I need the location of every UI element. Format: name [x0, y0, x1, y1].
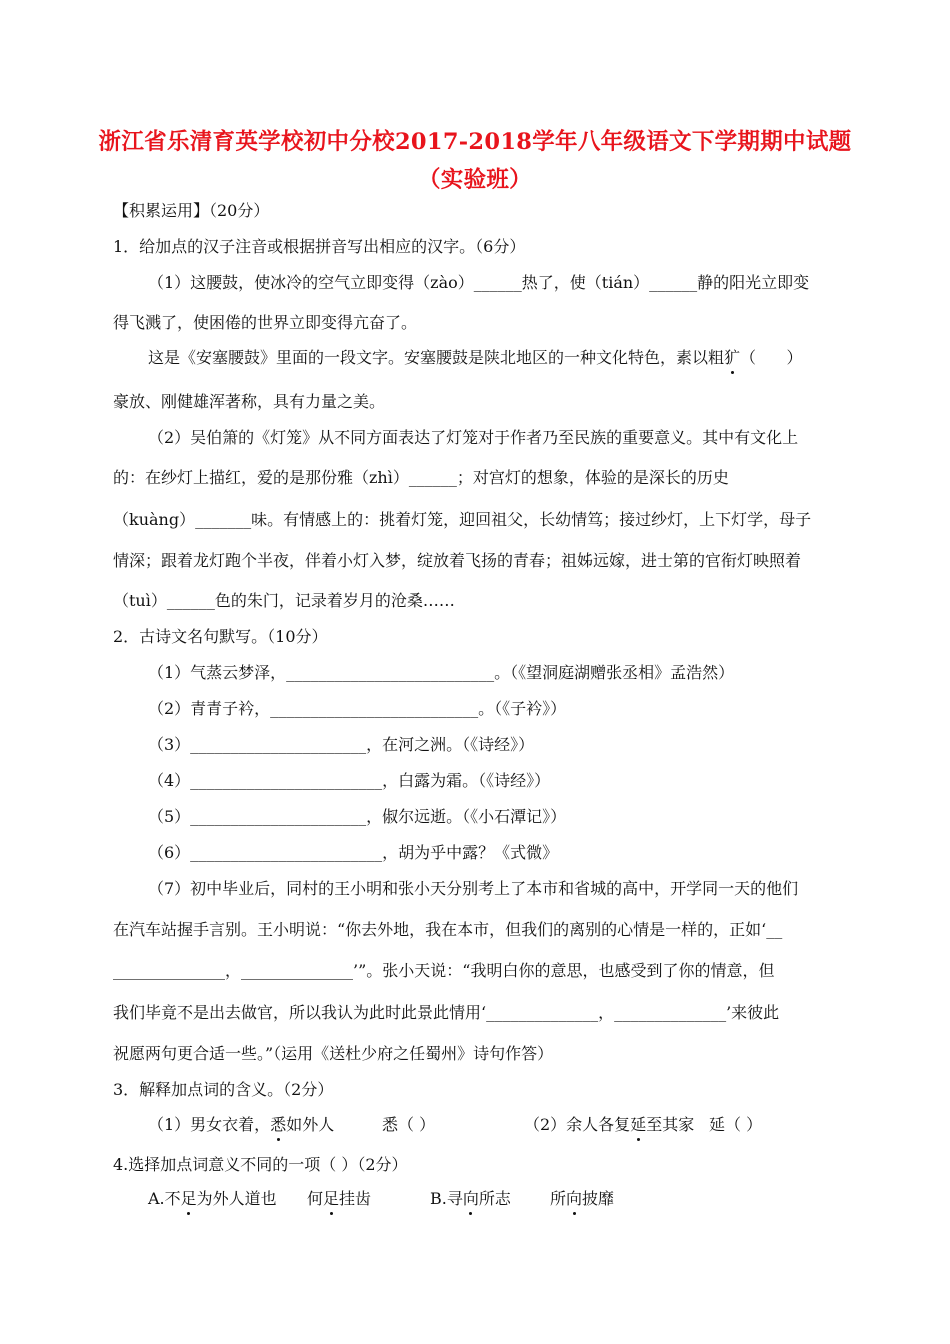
- q4-option-b: [430, 1189, 511, 1209]
- q3-item1-key: 悉（ ）: [382, 1115, 436, 1134]
- q4-option-a-text: A.不: [148, 1189, 181, 1208]
- q4-heading: 4.选择加点词意义不同的一项（ ）（2分）: [113, 1155, 408, 1174]
- q2-item: （6）________________________，胡为乎中露？《式微》: [148, 843, 559, 862]
- q1-heading: 1．给加点的汉子注音或根据拼音写出相应的汉字。（6分）: [113, 237, 526, 256]
- q3-item1-rest: 如外人: [286, 1115, 335, 1134]
- q1-para3-line3: （kuàng）_______味。有情感上的：挑着灯笼，迎回祖父，长幼情笃；接过纱灯，上下灯学，母子: [113, 510, 812, 529]
- q1-para3-line4: 情深；跟着龙灯跑个半夜，伴着小灯入梦，绽放着飞扬的青春；祖姊远嫁，进士第的官衔灯映照着: [113, 551, 802, 570]
- q1-para3-line2: 的：在纱灯上描红，爱的是那份雅（zhì）______；对宫灯的想象，体验的是深长的历史: [113, 468, 729, 487]
- q1-para2-line2: 豪放、刚健雄浑著称，具有力量之美。: [113, 392, 386, 411]
- q4-option-b-text: 披靡: [582, 1189, 615, 1208]
- q3-heading: 3．解释加点词的含义。（2分）: [113, 1080, 334, 1099]
- q1-para1-line1: （1）这腰鼓，使冰冷的空气立即变得（zào）______热了，使（tián）______静的阳光立即变: [148, 273, 810, 292]
- q4-option-a-text: 何: [307, 1189, 324, 1208]
- q2-para7-line4: 我们毕竟不是出去做官，所以我认为此时此景此情用‘______________，______________’来彼此: [113, 1003, 780, 1022]
- q2-para7-line5: 祝愿两句更合适一些。”（运用《送杜少府之任蜀州》诗句作答）: [113, 1044, 554, 1063]
- q4-option-a-text: 为外人道也: [196, 1189, 277, 1208]
- dotted-char: 犷: [724, 348, 741, 367]
- q2-item: （2）青青子衿，__________________________。（《子衿》）: [148, 699, 567, 718]
- q2-para7-line3: ______________，______________’”。张小天说：“我明白你的意思，也感受到了你的情意，但: [113, 961, 775, 980]
- q4-option-a-pair: [307, 1189, 371, 1209]
- q4-option-b-text: 所志: [478, 1189, 511, 1208]
- q1-para3-line1: （2）吴伯箫的《灯笼》从不同方面表达了灯笼对于作者乃至民族的重要意义。其中有文化上: [148, 428, 799, 447]
- q3-answer-line: [148, 1115, 334, 1135]
- q2-para7-line2: 在汽车站握手言别。王小明说：“你去外地，我在本市，但我们的离别的心情是一样的，正如‘__: [113, 920, 783, 939]
- q2-item: （5）______________________，俶尔远逝。（《小石潭记》）: [148, 807, 567, 826]
- dotted-char: 向: [566, 1189, 583, 1208]
- q3-item2: [524, 1115, 694, 1135]
- q4-option-a-text: 挂齿: [339, 1189, 372, 1208]
- dotted-char: 延: [630, 1115, 647, 1134]
- q1-para1-line2: 得飞溅了，使困倦的世界立即变得亢奋了。: [113, 313, 418, 332]
- q4-option-b-text: 所: [550, 1189, 567, 1208]
- q4-option-b-pair: [550, 1189, 614, 1209]
- dotted-char: 悉: [270, 1115, 287, 1134]
- q3-item1-text: （1）男女衣着，: [148, 1115, 271, 1134]
- document-title: 浙江省乐清育英学校初中分校2017-2018学年八年级语文下学期期中试题: [98, 129, 852, 155]
- q1-para2-line1: [148, 348, 803, 368]
- q3-item2-text: （2）余人各复: [524, 1115, 631, 1134]
- q2-para7-line1: （7）初中毕业后，同村的王小明和张小天分别考上了本市和省城的高中，开学同一天的他们: [148, 879, 799, 898]
- q3-item2-rest: 至其家: [646, 1115, 695, 1134]
- dotted-char: 足: [180, 1189, 197, 1208]
- q4-option-b-text: B.寻: [430, 1189, 463, 1208]
- dotted-char: 足: [323, 1189, 340, 1208]
- document-subtitle: （实验班）: [417, 167, 532, 193]
- q1-para3-line5: （tuì）______色的朱门，记录着岁月的沧桑……: [113, 591, 455, 610]
- q2-item: （1）气蒸云梦泽，__________________________。（《望洞庭湖赠张丞相》孟浩然）: [148, 663, 735, 682]
- q2-item: （3）______________________，在河之洲。（《诗经》）: [148, 735, 535, 754]
- dotted-char: 向: [462, 1189, 479, 1208]
- q2-heading: 2．古诗文名句默写。（10分）: [113, 627, 328, 646]
- q4-option-a: [148, 1189, 277, 1209]
- q3-item2-key: 延（ ）: [709, 1115, 763, 1134]
- answer-blank: （ ）: [740, 348, 803, 367]
- q2-item: （4）________________________，白露为霜。（《诗经》）: [148, 771, 551, 790]
- section-heading: 【积累运用】（20分）: [113, 201, 270, 220]
- q1-para2-text: 这是《安塞腰鼓》里面的一段文字。安塞腰鼓是陕北地区的一种文化特色，素以粗: [148, 348, 725, 367]
